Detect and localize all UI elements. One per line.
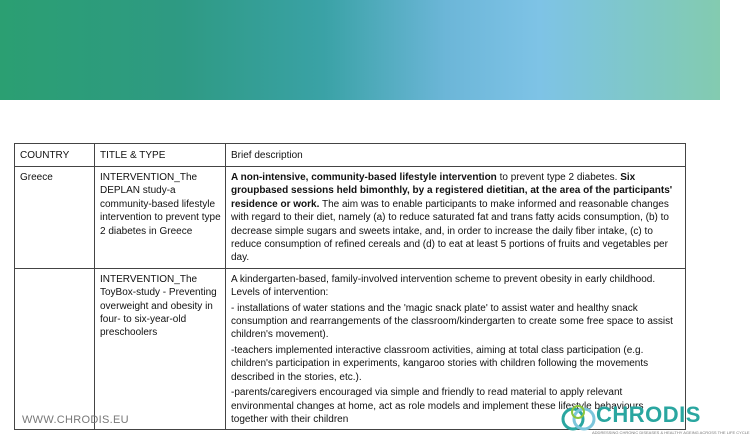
logo-wordmark: CHRODIS: [596, 402, 701, 427]
title-cell: INTERVENTION_The DEPLAN study-a community-based lifestyle intervention to prevent type 2 diabetes in Greece: [95, 167, 226, 269]
description-text: to prevent type 2 diabetes.: [496, 172, 621, 183]
title-cell: INTERVENTION_The ToyBox-study - Preventing overweight and obesity in four- to six-year-old preschoolers: [95, 268, 226, 429]
header-banner: [0, 0, 720, 100]
description-paragraph: - installations of water stations and the 'magic snack plate' to assist water and healthy snack consumption and rearrangements of the classroom/kindergarten to create some free space to assist children's movement).: [231, 302, 673, 341]
table-header-row: [15, 144, 686, 167]
header-country: COUNTRY: [15, 144, 95, 167]
description-paragraph: -parents/caregivers encouraged via simple and friendly to read material to apply relevant environmental changes at home, act as role models and implement these lifestyle behaviours together with their children: [231, 387, 644, 425]
header-brief-description: Brief description: [226, 144, 686, 167]
website-url[interactable]: WWW.CHRODIS.EU: [22, 414, 129, 426]
interventions-table: [14, 143, 686, 430]
country-cell: [15, 268, 95, 429]
description-text: The aim was to enable participants to make informed and reasonable changes with regard to their diet, namely (a) to reduce saturated fat and trans fatty acids consumption, (b) to decrease simple sugars and sweets intake, and, in order to increase the daily fiber intake, (c) to reduce consumption of refined cereals and (d) to eat at least 5 portions of fruits and vegetables per day.: [231, 198, 669, 264]
table-row: [15, 167, 686, 269]
description-bold-sessions: Six groupbased sessions held bimonthly, by a registered dietitian, at the area of the participants' residence or work.: [231, 172, 673, 210]
description-paragraph: -teachers implemented interactive classroom activities, aiming at total class participation (e.g. children's participation in experiments, kangaroo stories with children following the movements described in the stories, etc.).: [231, 344, 649, 383]
country-cell: Greece: [15, 167, 95, 269]
header-title-type: TITLE & TYPE: [95, 144, 226, 167]
description-cell: [226, 167, 686, 269]
logo-tagline: ADDRESSING CHRONIC DISEASES & HEALTHY AGEING ACROSS THE LIFE CYCLE: [592, 430, 750, 435]
description-paragraph: A kindergarten-based, family-involved intervention scheme to prevent obesity in early childhood. Levels of intervention:: [231, 273, 656, 299]
description-bold-lead: A non-intensive, community-based lifestyle intervention: [231, 172, 497, 183]
chrodis-logo: [560, 398, 750, 444]
